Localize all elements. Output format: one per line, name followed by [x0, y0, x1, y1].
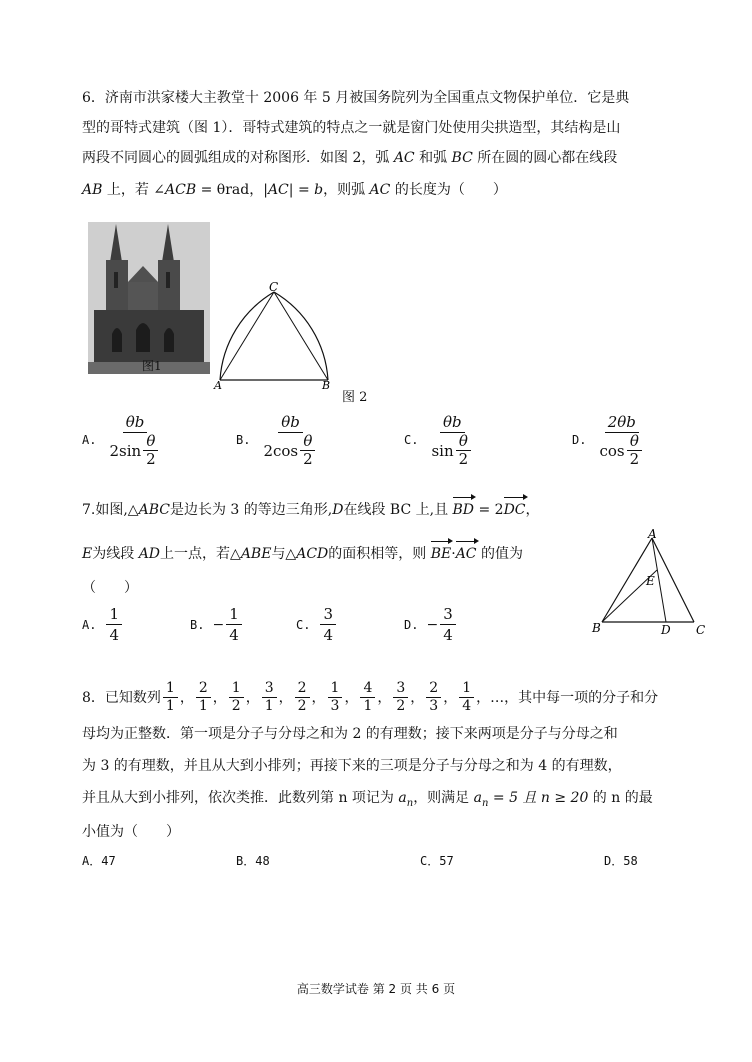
- sequence-term: [360, 680, 375, 715]
- numerator-text: 2θb: [607, 413, 636, 431]
- q7-text: = 2: [474, 502, 504, 518]
- term-denominator: 2: [231, 698, 241, 714]
- option-fraction: [440, 604, 456, 645]
- sequence-term: [426, 680, 441, 715]
- sequence-separator: ，: [377, 689, 392, 706]
- q6-option-c[interactable]: [404, 412, 478, 468]
- option-label: D.: [404, 617, 419, 632]
- sequence-term: [328, 680, 343, 715]
- q8-option-c[interactable]: [420, 852, 454, 869]
- option-label: A.: [82, 617, 97, 632]
- fig2-caption: 图 2: [342, 390, 368, 405]
- vector-ac: AC: [455, 546, 477, 562]
- fraction-denominator: 4: [443, 626, 453, 644]
- option-label: C．: [420, 854, 440, 868]
- side-ac: [652, 538, 694, 622]
- q6-text: ，则弧: [323, 182, 370, 198]
- term-denominator: 1: [363, 698, 373, 714]
- church-photo: [88, 222, 210, 374]
- cond-an: a: [473, 790, 482, 806]
- option-label: C.: [404, 433, 419, 447]
- term-numerator: 1: [328, 680, 343, 698]
- option-value: 57: [439, 853, 454, 868]
- label-d: D: [661, 623, 671, 637]
- q8-text: 并且从大到小排列，依次类推．此数列第 n 项记为: [82, 790, 399, 806]
- fraction-denominator: 4: [109, 626, 119, 644]
- q7-option-a[interactable]: [82, 604, 124, 645]
- q8-text: 的 n 的最: [588, 790, 653, 806]
- q7-text: 在线段 BC 上,且: [343, 502, 453, 518]
- sequence-separator: ，: [443, 689, 458, 706]
- term-an: a: [398, 790, 407, 806]
- half-angle-fraction: [300, 433, 316, 468]
- term-numerator: 2: [196, 680, 211, 698]
- sequence-term: [295, 680, 310, 715]
- fraction-numerator: [605, 412, 639, 433]
- q8-intro: 8．已知数列: [82, 689, 161, 706]
- option-sign: −: [426, 616, 439, 633]
- denominator-function: 2sin: [109, 441, 142, 460]
- q6-text: 的长度为（ ）: [390, 182, 507, 198]
- label-c: C: [696, 623, 706, 637]
- label-b: B: [322, 379, 331, 392]
- option-fraction: [106, 604, 122, 645]
- q7-option-c[interactable]: [296, 604, 338, 645]
- sequence-separator: ，: [476, 689, 491, 706]
- option-sign: −: [212, 616, 225, 633]
- q6-text: 上，若 ∠: [102, 182, 166, 198]
- sequence-term: [163, 680, 178, 715]
- sequence-term: [459, 680, 474, 715]
- chord-ac: [220, 292, 274, 380]
- q8-text-line-3: 为 3 的有理数，并且从大到小排列；再接下来的三项是分子与分母之和为 4 的有理数，: [82, 758, 622, 774]
- half-angle-denominator: 2: [146, 450, 156, 468]
- option-label: D.: [572, 433, 587, 447]
- term-numerator: 2: [295, 680, 310, 698]
- sequence-term: [196, 680, 211, 715]
- sequence-term: [262, 680, 277, 715]
- denominator-function: sin: [431, 441, 454, 460]
- q8-sequence: [161, 680, 490, 715]
- half-angle-numerator: θ: [143, 433, 158, 451]
- term-numerator: 1: [459, 680, 474, 698]
- angle-acb: ACB: [165, 182, 197, 198]
- fig1-caption: 图1: [142, 359, 162, 373]
- term-numerator: 2: [426, 680, 441, 698]
- q7-option-d[interactable]: [404, 604, 458, 645]
- numerator-text: θb: [125, 413, 145, 431]
- fraction-denominator: 4: [229, 626, 239, 644]
- sequence-separator: ，: [344, 689, 359, 706]
- sequence-separator: ，: [410, 689, 425, 706]
- fraction-denominator: [596, 433, 647, 468]
- half-angle-denominator: 2: [458, 450, 469, 468]
- q7-text: 的面积相等，则: [328, 546, 431, 562]
- q6-text: = θrad，: [196, 182, 264, 198]
- sequence-separator: ，: [278, 689, 293, 706]
- q8-text: ，则满足: [413, 790, 474, 806]
- q7-text: 是边长为 3 的等边三角形,: [169, 502, 333, 518]
- q6-text-line-1: 6．济南市洪家楼大主教堂十 2006 年 5 月被国务院列为全国重点文物保护单位．它是典: [82, 90, 630, 106]
- chord-bc: [274, 292, 328, 380]
- q8-option-b[interactable]: [236, 852, 270, 869]
- term-numerator: 1: [229, 680, 244, 698]
- arc-ac: AC: [393, 150, 415, 166]
- q6-text: 和弧: [414, 150, 452, 166]
- vector-dc: DC: [503, 502, 526, 518]
- q8-ellipsis: …，: [490, 689, 519, 706]
- fraction-denominator: [428, 433, 476, 468]
- point-d: D: [332, 502, 344, 518]
- fraction-numerator: [123, 412, 148, 433]
- term-denominator: 3: [330, 698, 340, 714]
- option-label: D．: [604, 854, 624, 868]
- option-label: B.: [236, 433, 251, 447]
- q7-text: 为线段: [92, 546, 139, 562]
- numerator-text: θb: [442, 413, 462, 431]
- q7-text: ·: [451, 546, 456, 562]
- half-angle-denominator: 2: [629, 450, 640, 468]
- label-a: A: [648, 527, 657, 541]
- half-angle-fraction: [627, 433, 643, 468]
- half-angle-numerator: θ: [627, 433, 642, 451]
- option-value: 48: [255, 853, 270, 868]
- fraction-denominator: [106, 433, 163, 468]
- label-e: E: [646, 574, 655, 588]
- option-label: C.: [296, 617, 311, 632]
- term-denominator: 1: [165, 698, 175, 714]
- sequence-separator: ，: [179, 689, 194, 706]
- tri-abc: ABC: [138, 502, 170, 518]
- q7-triangle-diagram: [590, 526, 710, 640]
- q8-text-line-2: 母均为正整数．第一项是分子与分母之和为 2 的有理数；接下来两项是分子与分母之和: [82, 726, 618, 742]
- q7-text-line-3: （ ）: [82, 580, 138, 596]
- side-ab: [602, 538, 652, 622]
- vector-bd: BD: [452, 502, 475, 518]
- sequence-term: [229, 680, 244, 715]
- term-an-sub: n: [406, 797, 414, 809]
- q6-text-line-2: 型的哥特式建筑（图 1）．哥特式建筑的特点之一就是窗门处使用尖拱造型，其结构是山: [82, 120, 621, 136]
- fraction-numerator: [440, 412, 465, 433]
- option-fraction: [260, 412, 320, 468]
- term-numerator: 1: [163, 680, 178, 698]
- denominator-function: cos: [599, 441, 625, 460]
- segment-ad: AD: [138, 546, 161, 562]
- option-fraction: [226, 604, 242, 645]
- label-b: B: [592, 621, 601, 635]
- fraction-numerator: 1: [106, 604, 122, 625]
- term-denominator: 1: [264, 698, 274, 714]
- option-value: 58: [623, 853, 638, 868]
- option-label: B.: [190, 617, 205, 632]
- q7-text-line-1: [82, 500, 540, 520]
- tri-abe: ABE: [240, 546, 272, 562]
- q7-text: 的值为: [476, 546, 523, 562]
- term-numerator: 4: [360, 680, 375, 698]
- cond-an-sub: n: [482, 797, 489, 809]
- q7-text: 与△: [271, 546, 297, 562]
- half-angle-numerator: θ: [300, 433, 315, 451]
- label-c: C: [269, 280, 279, 294]
- term-denominator: 2: [396, 698, 406, 714]
- q6-text-line-4: [82, 180, 507, 200]
- q7-text: 上一点，若△: [160, 546, 241, 562]
- sequence-separator: ，: [212, 689, 227, 706]
- sequence-separator: ，: [245, 689, 260, 706]
- fraction-numerator: 3: [320, 604, 336, 625]
- sequence-separator: ，: [311, 689, 326, 706]
- fraction-denominator: [260, 433, 320, 468]
- arc-ac: AC: [369, 182, 391, 198]
- option-fraction: [596, 412, 647, 468]
- sequence-term: [393, 680, 408, 715]
- tri-acd: ACD: [296, 546, 329, 562]
- q6-option-a[interactable]: [82, 412, 166, 468]
- q7-text: ，: [525, 502, 540, 518]
- option-value: 47: [101, 853, 116, 868]
- half-angle-fraction: [143, 433, 159, 468]
- church-illustration: [88, 222, 210, 374]
- arc-bc: BC: [451, 150, 473, 166]
- label-a: A: [214, 379, 222, 392]
- half-angle-fraction: [456, 433, 472, 468]
- q8-option-d[interactable]: [604, 852, 638, 869]
- term-denominator: 2: [297, 698, 307, 714]
- point-e: E: [82, 546, 93, 562]
- q8-text-line-4: [82, 788, 653, 814]
- q8-option-a[interactable]: [82, 852, 116, 869]
- option-fraction: [428, 412, 476, 468]
- cond-rest: = 5 且 n ≥ 20: [488, 790, 589, 806]
- q7-text: 7.如图,△: [82, 502, 139, 518]
- numerator-text: θb: [281, 413, 300, 431]
- q7-text-line-2: [82, 544, 523, 564]
- term-numerator: 3: [393, 680, 408, 698]
- fraction-numerator: 1: [226, 604, 242, 625]
- q6-text: 两段不同圆心的圆弧组成的对称图形．如图 2，弧: [82, 150, 394, 166]
- term-numerator: 3: [262, 680, 277, 698]
- q6-text: 所在圆的圆心都在线段: [472, 150, 618, 166]
- fraction-numerator: 3: [440, 604, 456, 625]
- option-fraction: [106, 412, 163, 468]
- abs-ac: |AC| = b: [263, 182, 324, 198]
- option-label: B．: [236, 854, 256, 868]
- vector-be: BE: [430, 546, 452, 562]
- q6-text-line-3: [82, 148, 617, 168]
- q8-text: 其中每一项的分子和分: [518, 689, 659, 706]
- q7-option-b[interactable]: [190, 604, 244, 645]
- term-denominator: 3: [429, 698, 439, 714]
- term-denominator: 1: [198, 698, 208, 714]
- option-label: A.: [82, 433, 97, 447]
- half-angle-numerator: θ: [456, 433, 471, 451]
- fraction-denominator: 4: [323, 626, 333, 644]
- option-fraction: [320, 604, 336, 645]
- fraction-numerator: [278, 412, 303, 433]
- term-denominator: 4: [462, 698, 472, 714]
- fig2-arch-diagram: [208, 280, 348, 392]
- q6-option-b[interactable]: [236, 412, 323, 468]
- page-footer: 高三数学试卷 第 2 页 共 6 页: [296, 982, 456, 996]
- q6-option-d[interactable]: [572, 412, 649, 468]
- option-label: A．: [82, 854, 102, 868]
- half-angle-denominator: 2: [303, 450, 313, 468]
- segment-ab: AB: [82, 182, 103, 198]
- q8-text-line-5: 小值为（ ）: [82, 824, 180, 840]
- q8-text-line-1: [82, 680, 658, 715]
- denominator-function: 2cos: [263, 441, 299, 460]
